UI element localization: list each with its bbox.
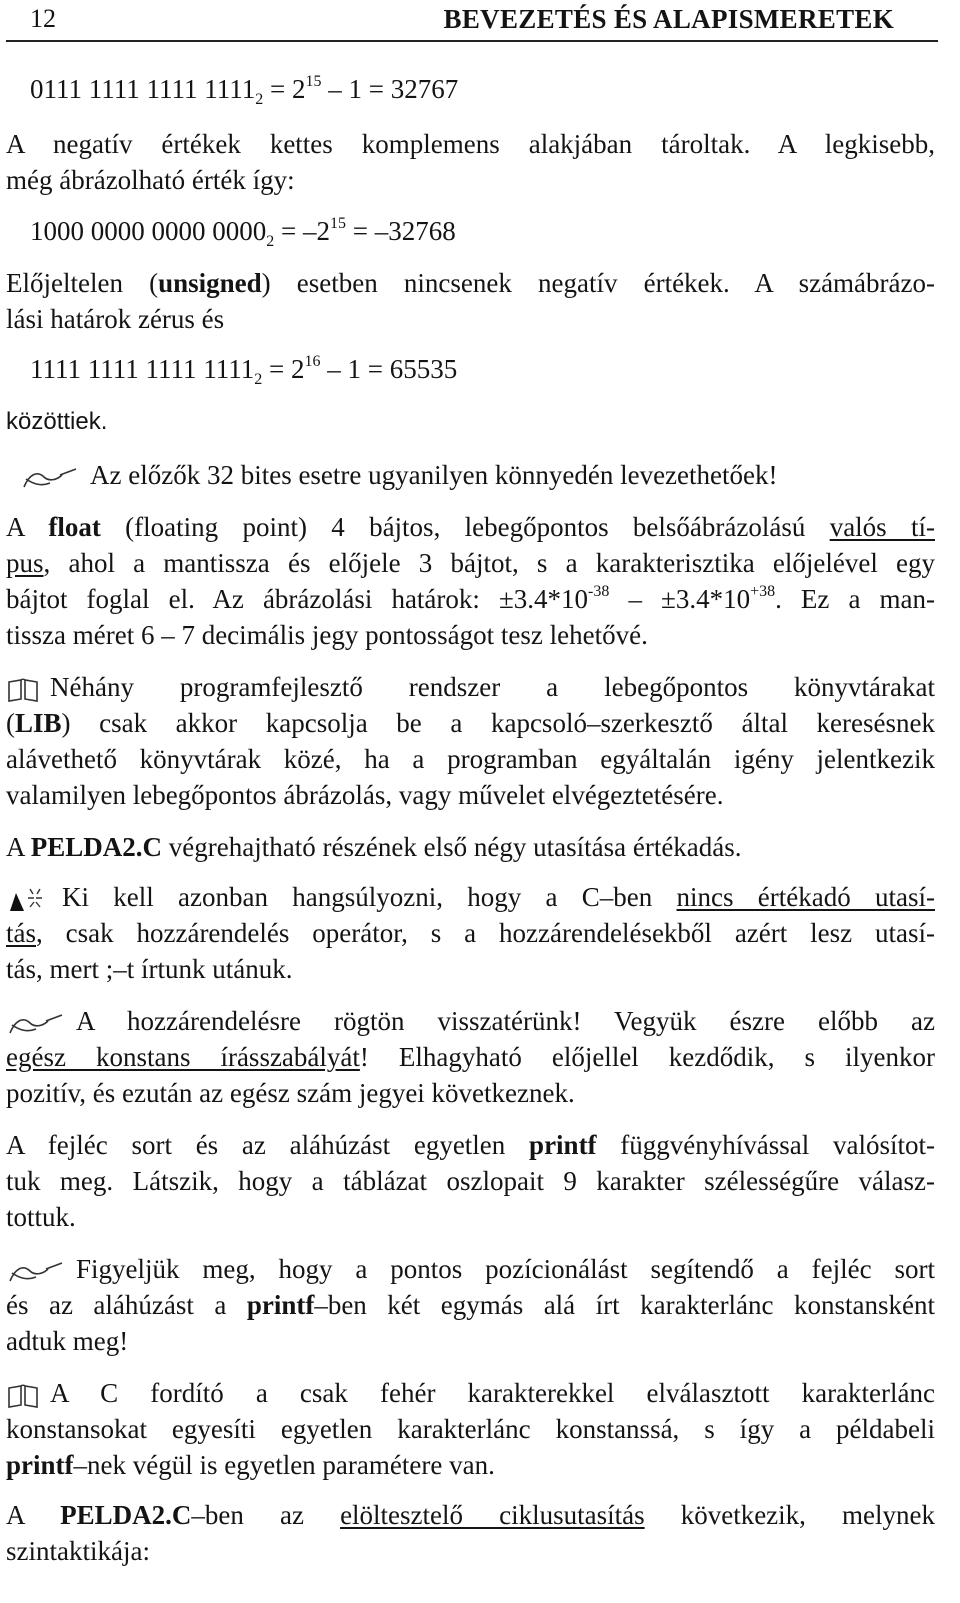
paragraph-line: tottuk. bbox=[6, 1202, 76, 1232]
paragraph-line: pozitív, és ezután az egész szám jegyei következnek. bbox=[6, 1078, 575, 1108]
paragraph-line: bájtot foglal el. Az ábrázolási határok: $\pm 3.4*10^{-38} - \pm 3.4*10^{+38}$. Ez a man- bbox=[6, 583, 935, 614]
paragraph-line: A negatív értékek kettes komplemens alakjában tároltak. A legkisebb, bbox=[6, 129, 935, 159]
paragraph-line: tissza méret 6 – 7 decimális jegy pontosságot tesz lehetővé. bbox=[6, 620, 648, 650]
writing-hand-icon bbox=[20, 465, 80, 491]
lightbulb-icon bbox=[6, 885, 52, 915]
page-number: 12 bbox=[30, 4, 56, 33]
equation-max-unsigned: 1111 1111 1111 $1111_2 = 2^{16} - 1 = 65535$ bbox=[30, 353, 458, 388]
chapter-title: BEVEZETÉS ÉS ALAPISMERETEK bbox=[443, 4, 894, 34]
paragraph-line: közöttiek. bbox=[6, 408, 108, 435]
paragraph-line: A fejléc sort és az aláhúzást egyetlen printf függvényhívással valósítot- bbox=[6, 1130, 935, 1160]
paragraph-line: alávethető könyvtárak közé, ha a programban egyáltalán igény jelentkezik bbox=[6, 744, 935, 774]
paragraph-line: tás, csak hozzárendelés operátor, s a hozzárendelésekből azért lesz utasí- bbox=[6, 918, 935, 948]
paragraph-line: valamilyen lebegőpontos ábrázolás, vagy művelet elvégeztetésére. bbox=[6, 780, 724, 810]
open-book-icon bbox=[6, 1383, 40, 1409]
paragraph-line: A PELDA2.C végrehajtható részének első négy utasítása értékadás. bbox=[6, 832, 742, 862]
paragraph-line: Előjeltelen (unsigned) esetben nincsenek negatív értékek. A számábrázo- bbox=[6, 268, 935, 298]
paragraph-line: A float (floating point) 4 bájtos, lebegőpontos belsőábrázolású valós tí- bbox=[6, 512, 935, 542]
note-line: Az előzők 32 bites esetre ugyanilyen könnyedén levezethetőek! bbox=[20, 458, 778, 492]
paragraph-line: szintaktikája: bbox=[6, 1536, 150, 1566]
paragraph-line: A hozzárendelésre rögtön visszatérünk! Vegyük észre előbb az bbox=[6, 1004, 935, 1038]
paragraph-line: Figyeljük meg, hogy a pontos pozícionálást segítendő a fejléc sort bbox=[6, 1252, 935, 1286]
paragraph-line: és az aláhúzást a printf–ben két egymás alá írt karakterlánc konstansként bbox=[6, 1290, 935, 1320]
paragraph-line: A PELDA2.C–ben az elöltesztelő ciklusutasítás következik, melynek bbox=[6, 1500, 935, 1530]
paragraph-line: adtuk meg! bbox=[6, 1326, 129, 1356]
paragraph-line: printf–nek végül is egyetlen paramétere van. bbox=[6, 1450, 495, 1480]
paragraph-line: még ábrázolható érték így: bbox=[6, 165, 295, 195]
paragraph-line: A C fordító a csak fehér karakterekkel elválasztott karakterlánc bbox=[6, 1376, 935, 1410]
writing-hand-icon bbox=[6, 1011, 66, 1037]
equation-min-signed: 1000 0000 0000 $0000_2 = -2^{15} = -32768$ bbox=[30, 215, 456, 250]
paragraph-line: tás, mert ;–t írtunk utánuk. bbox=[6, 954, 293, 984]
paragraph-line: tuk meg. Látszik, hogy a táblázat oszlopait 9 karakter szélességűre válasz- bbox=[6, 1166, 935, 1196]
paragraph-line: Néhány programfejlesztő rendszer a lebegőpontos könyvtárakat bbox=[6, 670, 935, 704]
paragraph-line: (LIB) csak akkor kapcsolja be a kapcsoló–szerkesztő által keresésnek bbox=[6, 708, 935, 738]
paragraph-line: pus, ahol a mantissza és előjele 3 bájtot, s a karakterisztika előjelével egy bbox=[6, 548, 935, 578]
open-book-icon bbox=[6, 677, 40, 703]
paragraph-line: lási határok zérus és bbox=[6, 304, 225, 334]
writing-hand-icon bbox=[6, 1259, 66, 1285]
equation-max-signed: 0111 1111 1111 $1111_2 = 2^{15} - 1 = 32767$ bbox=[30, 73, 459, 108]
paragraph-line: Ki kell azonban hangsúlyozni, hogy a C–ben nincs értékadó utasí- bbox=[6, 880, 935, 915]
paragraph-line: egész konstans írásszabályát! Elhagyható előjellel kezdődik, s ilyenkor bbox=[6, 1042, 935, 1072]
paragraph-line: konstansokat egyesíti egyetlen karakterlánc konstanssá, s így a példabeli bbox=[6, 1414, 935, 1444]
page-header bbox=[6, 0, 938, 42]
